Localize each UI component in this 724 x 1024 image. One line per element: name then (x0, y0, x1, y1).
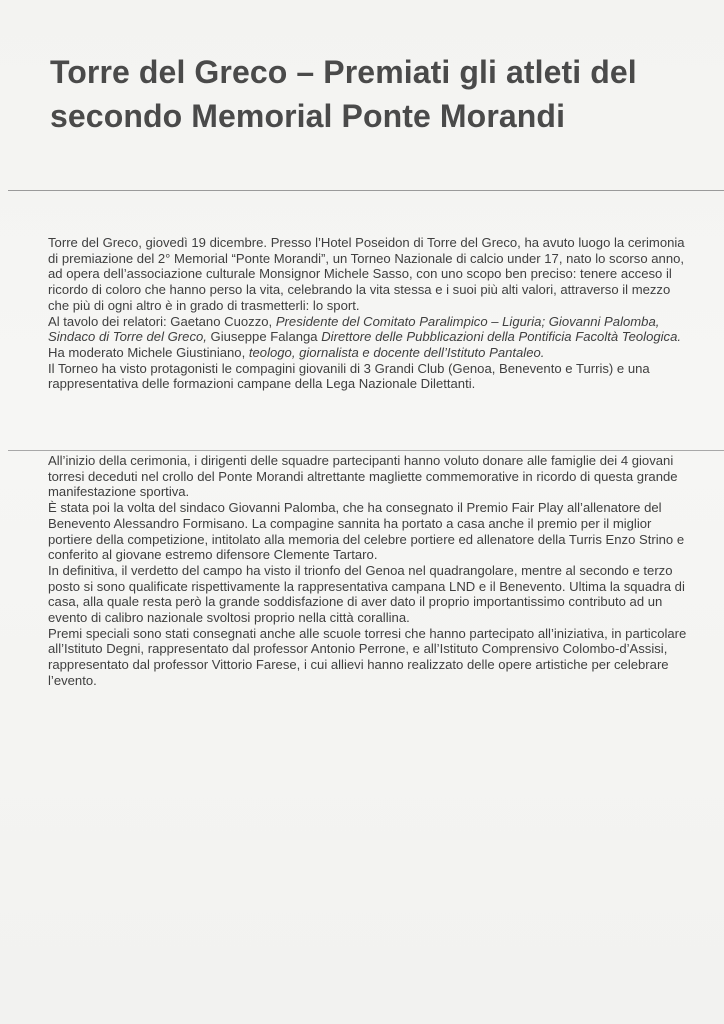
title-divider (8, 190, 724, 191)
article-title: Torre del Greco – Premiati gli atleti del secondo Memorial Ponte Morandi (50, 54, 637, 134)
paragraph-ceremony: All’inizio della cerimonia, i dirigenti delle squadre partecipanti hanno voluto donare alle famiglie dei 4 giovani torresi deceduti nel crollo del Ponte Morandi altrettante magliette commemorative in ricordo di questa grande manifestazione sportiva. (48, 453, 678, 500)
paragraph-schools: Premi speciali sono stati consegnati anche alle scuole torresi che hanno partecipato all’iniziativa, in particolare all’Istituto Degni, rappresentato dal professor Antonio Perrone, e all’Istituto Comprensivo Colombo-d’Assisi, rappresentato dal professor Vittorio Farese, i cui allievi hanno realizzato delle opere artistiche per celebrare l’evento. (48, 625, 687, 688)
speakers-role-c: teologo, giornalista e docente dell’Istituto Pantaleo. (248, 344, 545, 360)
paragraph-speakers (48, 314, 688, 361)
speakers-text-a: Al tavolo dei relatori: Gaetano Cuozzo, (48, 313, 276, 329)
article-section-2 (48, 453, 688, 689)
speakers-role-a: Presidente del Comitato Paralimpico – Liguria; Giovanni Palomba, Sindaco di Torre del Greco, (48, 313, 660, 345)
section-divider (8, 450, 724, 451)
paragraph-results: In definitiva, il verdetto del campo ha visto il trionfo del Genoa nel quadrangolare, mentre al secondo e terzo posto si sono qualificate rispettivamente la rappresentativa campana LND e il Benevento. Ultima la squadra di casa, alla quale resta però la grande soddisfazione di aver dato il proprio importantissimo contributo ad un evento di calibro nazionale svoltosi proprio nella città corallina. (48, 562, 685, 626)
paragraph-tournament: Il Torneo ha visto protagonisti le compagini giovanili di 3 Grandi Club (Genoa, Benevento e Turris) e una rappresentativa delle formazioni campane della Lega Nazionale Dilettanti. (48, 360, 650, 392)
paragraph-awards: È stata poi la volta del sindaco Giovanni Palomba, che ha consegnato il Premio Fair Play all’allenatore del Benevento Alessandro Formisano. La compagine sannita ha portato a casa anche il premio per il miglior portiere della competizione, intitolato alla memoria del celebre portiere ed allenatore della Turris Enzo Strino e conferito al giovane estremo difensore Clemente Tartaro. (48, 500, 685, 563)
article-section-1 (48, 235, 688, 392)
speakers-text-c: Ha moderato Michele Giustiniano, (48, 344, 249, 360)
speakers-text-b: Giuseppe Falanga (206, 329, 322, 345)
speakers-role-b: Direttore delle Pubblicazioni della Pontificia Facoltà Teologica. (321, 329, 682, 345)
paragraph-intro: Torre del Greco, giovedì 19 dicembre. Presso l’Hotel Poseidon di Torre del Greco, ha avuto luogo la cerimonia di premiazione del 2° Memorial “Ponte Morandi”, un Torneo Nazionale di calcio under 17, nato lo scorso anno, ad opera dell’associazione culturale Monsignor Michele Sasso, con uno scopo ben preciso: tenere acceso il ricordo di coloro che hanno perso la vita, celebrando la vita stessa e i suoi più alti valori, attraverso il mezzo che più di ogni altro è in grado di trasmetterli: lo sport. (48, 235, 685, 313)
